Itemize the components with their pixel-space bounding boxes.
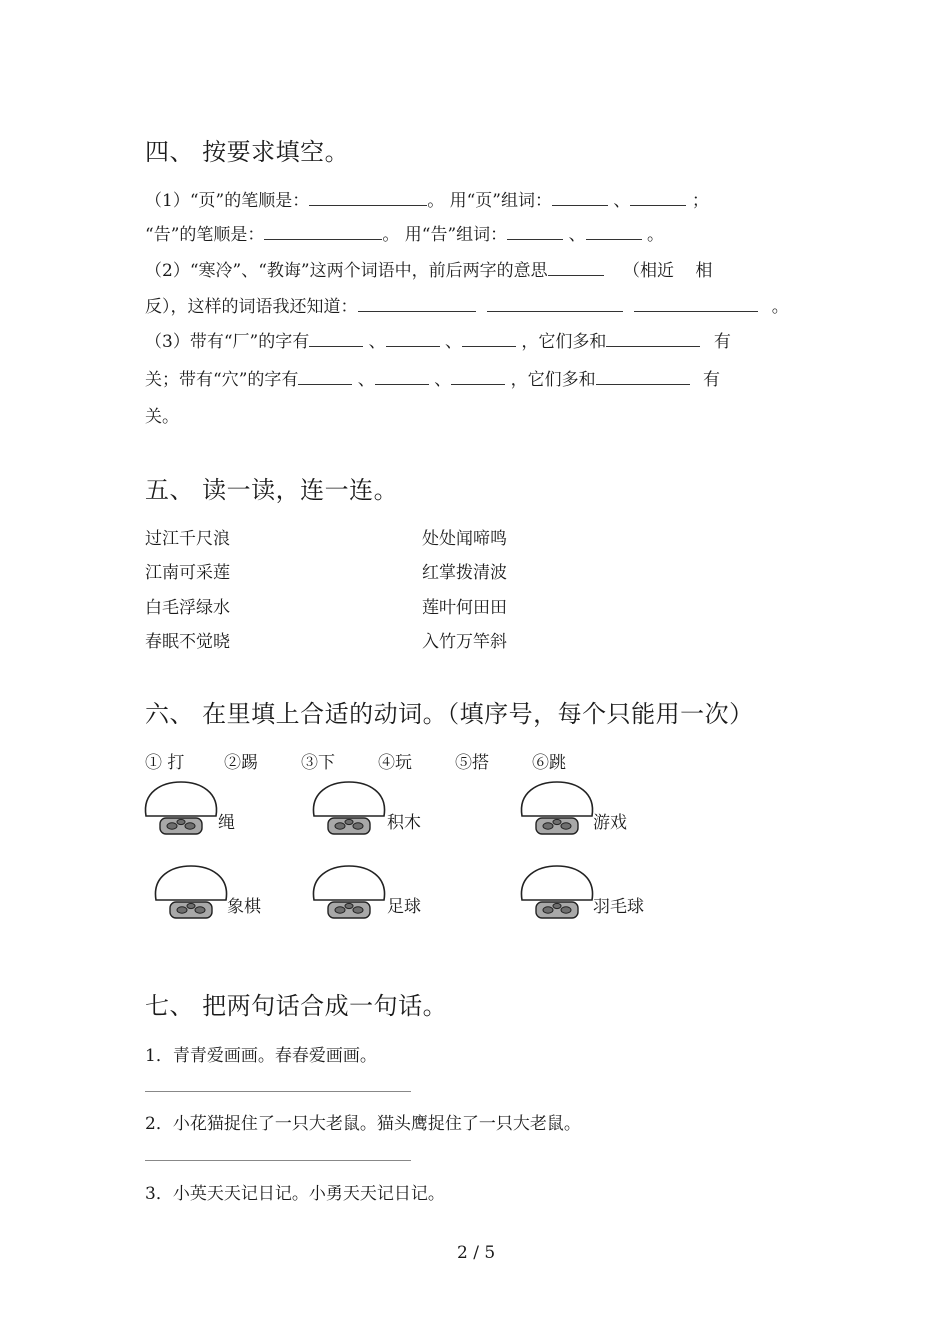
mushroom-icon[interactable] bbox=[518, 780, 596, 836]
word-blank-ye-1[interactable] bbox=[552, 187, 608, 206]
option-6: ⑥跳 bbox=[532, 753, 566, 773]
section4-q2-line1 bbox=[145, 256, 712, 281]
word-blank-gao-1[interactable] bbox=[507, 221, 563, 240]
xue-char-blank-2[interactable] bbox=[375, 366, 429, 385]
q3-line1-sep2: 、 bbox=[445, 332, 463, 352]
q3-line1-end: 有 bbox=[713, 332, 731, 352]
item-badminton: 羽毛球 bbox=[593, 897, 644, 917]
q2-line2-text: 反），这样的词语我还知道： bbox=[145, 297, 358, 317]
item-chess: 象棋 bbox=[227, 897, 261, 917]
poem-left-4[interactable]: 春眠不觉晓 bbox=[145, 632, 230, 652]
word-example-blank-1[interactable] bbox=[358, 293, 476, 312]
q1-line1-sep: 、 bbox=[613, 191, 631, 211]
section4-q3-line2 bbox=[145, 365, 720, 390]
poem-right-3[interactable]: 莲叶何田田 bbox=[422, 598, 507, 618]
section6-title: 六、 在里填上合适的动词。（填序号，每个只能用一次） bbox=[145, 700, 754, 728]
chang-char-blank-1[interactable] bbox=[309, 328, 363, 347]
meaning-blank[interactable] bbox=[548, 257, 604, 276]
chang-char-blank-3[interactable] bbox=[462, 328, 516, 347]
mushroom-icon[interactable] bbox=[152, 864, 230, 920]
answer-line-2[interactable] bbox=[145, 1160, 411, 1161]
q3-line2-end: 有 bbox=[703, 370, 721, 390]
section4-q1-line2 bbox=[145, 220, 664, 245]
poem-right-2[interactable]: 红掌拨清波 bbox=[422, 563, 507, 583]
xue-char-blank-1[interactable] bbox=[298, 366, 352, 385]
word-blank-gao-2[interactable] bbox=[586, 221, 642, 240]
item-rope: 绳 bbox=[218, 813, 235, 833]
xue-char-blank-3[interactable] bbox=[451, 366, 505, 385]
q2-line1-opposite: 相 bbox=[695, 261, 713, 281]
sentence-2: 2．小花猫捉住了一只大老鼠。猫头鹰捉住了一只大老鼠。 bbox=[145, 1114, 581, 1134]
q2-line1-near: （相近 bbox=[623, 261, 674, 281]
option-3: ③下 bbox=[301, 753, 335, 773]
q1-line2-end: 。 bbox=[647, 225, 664, 245]
q2-line1-text: （2）“寒冷”、“教诲”这两个词语中，前后两字的意思 bbox=[145, 261, 548, 281]
q3-line2-sep1: 、 bbox=[357, 370, 375, 390]
option-5: ⑤搭 bbox=[455, 753, 489, 773]
sentence-1: 1．青青爱画画。春春爱画画。 bbox=[145, 1046, 377, 1066]
q3-line1-text: （3）带有“厂”的字有 bbox=[145, 332, 310, 352]
section4-q3-line1 bbox=[145, 327, 731, 352]
chang-meaning-blank[interactable] bbox=[606, 328, 700, 347]
section4-title: 四、 按要求填空。 bbox=[145, 138, 350, 166]
q3-line2-text: 关；带有“穴”的字有 bbox=[145, 370, 299, 390]
q1-line1-end: ； bbox=[691, 191, 709, 211]
word-blank-ye-2[interactable] bbox=[630, 187, 686, 206]
option-1: ① 打 bbox=[145, 753, 185, 773]
page-number: 2 / 5 bbox=[457, 1243, 496, 1263]
item-football: 足球 bbox=[387, 897, 421, 917]
q3-line1-sep1: 、 bbox=[368, 332, 386, 352]
chang-char-blank-2[interactable] bbox=[386, 328, 440, 347]
stroke-order-blank-gao[interactable] bbox=[264, 221, 382, 240]
poem-right-4[interactable]: 入竹万竿斜 bbox=[422, 632, 507, 652]
sentence-3: 3．小英天天记日记。小勇天天记日记。 bbox=[145, 1184, 445, 1204]
poem-right-1[interactable]: 处处闻啼鸣 bbox=[422, 529, 507, 549]
q3-line1-mid: ，它们多和 bbox=[521, 332, 607, 352]
mushroom-icon[interactable] bbox=[310, 864, 388, 920]
item-blocks: 积木 bbox=[387, 813, 421, 833]
q1-line2-mid: 。 用“告”组词： bbox=[382, 225, 508, 245]
section4-q2-line2 bbox=[145, 292, 789, 317]
answer-line-1[interactable] bbox=[145, 1091, 411, 1092]
q3-line2-sep2: 、 bbox=[434, 370, 452, 390]
q1-line2-sep: 、 bbox=[568, 225, 586, 245]
xue-meaning-blank[interactable] bbox=[596, 366, 690, 385]
section7-title: 七、 把两句话合成一句话。 bbox=[145, 992, 448, 1020]
q1-line2-label: “告”的笔顺是： bbox=[145, 225, 265, 245]
mushroom-icon[interactable] bbox=[310, 780, 388, 836]
option-4: ④玩 bbox=[378, 753, 412, 773]
stroke-order-blank-ye[interactable] bbox=[309, 187, 427, 206]
item-game: 游戏 bbox=[593, 813, 627, 833]
poem-left-2[interactable]: 江南可采莲 bbox=[145, 563, 230, 583]
section5-title: 五、 读一读，连一连。 bbox=[145, 476, 399, 504]
word-example-blank-3[interactable] bbox=[634, 293, 758, 312]
q1-line1-label: （1）“页”的笔顺是： bbox=[145, 191, 310, 211]
poem-left-1[interactable]: 过江千尺浪 bbox=[145, 529, 230, 549]
q3-line2-mid: ，它们多和 bbox=[510, 370, 596, 390]
word-example-blank-2[interactable] bbox=[487, 293, 623, 312]
q2-line2-end: 。 bbox=[771, 297, 789, 317]
mushroom-icon[interactable] bbox=[518, 864, 596, 920]
mushroom-icon[interactable] bbox=[142, 780, 220, 836]
option-2: ②踢 bbox=[224, 753, 258, 773]
section4-q3-line3: 关。 bbox=[145, 407, 179, 427]
section4-q1-line1 bbox=[145, 186, 709, 211]
q1-line1-mid: 。 用“页”组词： bbox=[427, 191, 552, 211]
poem-left-3[interactable]: 白毛浮绿水 bbox=[145, 598, 230, 618]
